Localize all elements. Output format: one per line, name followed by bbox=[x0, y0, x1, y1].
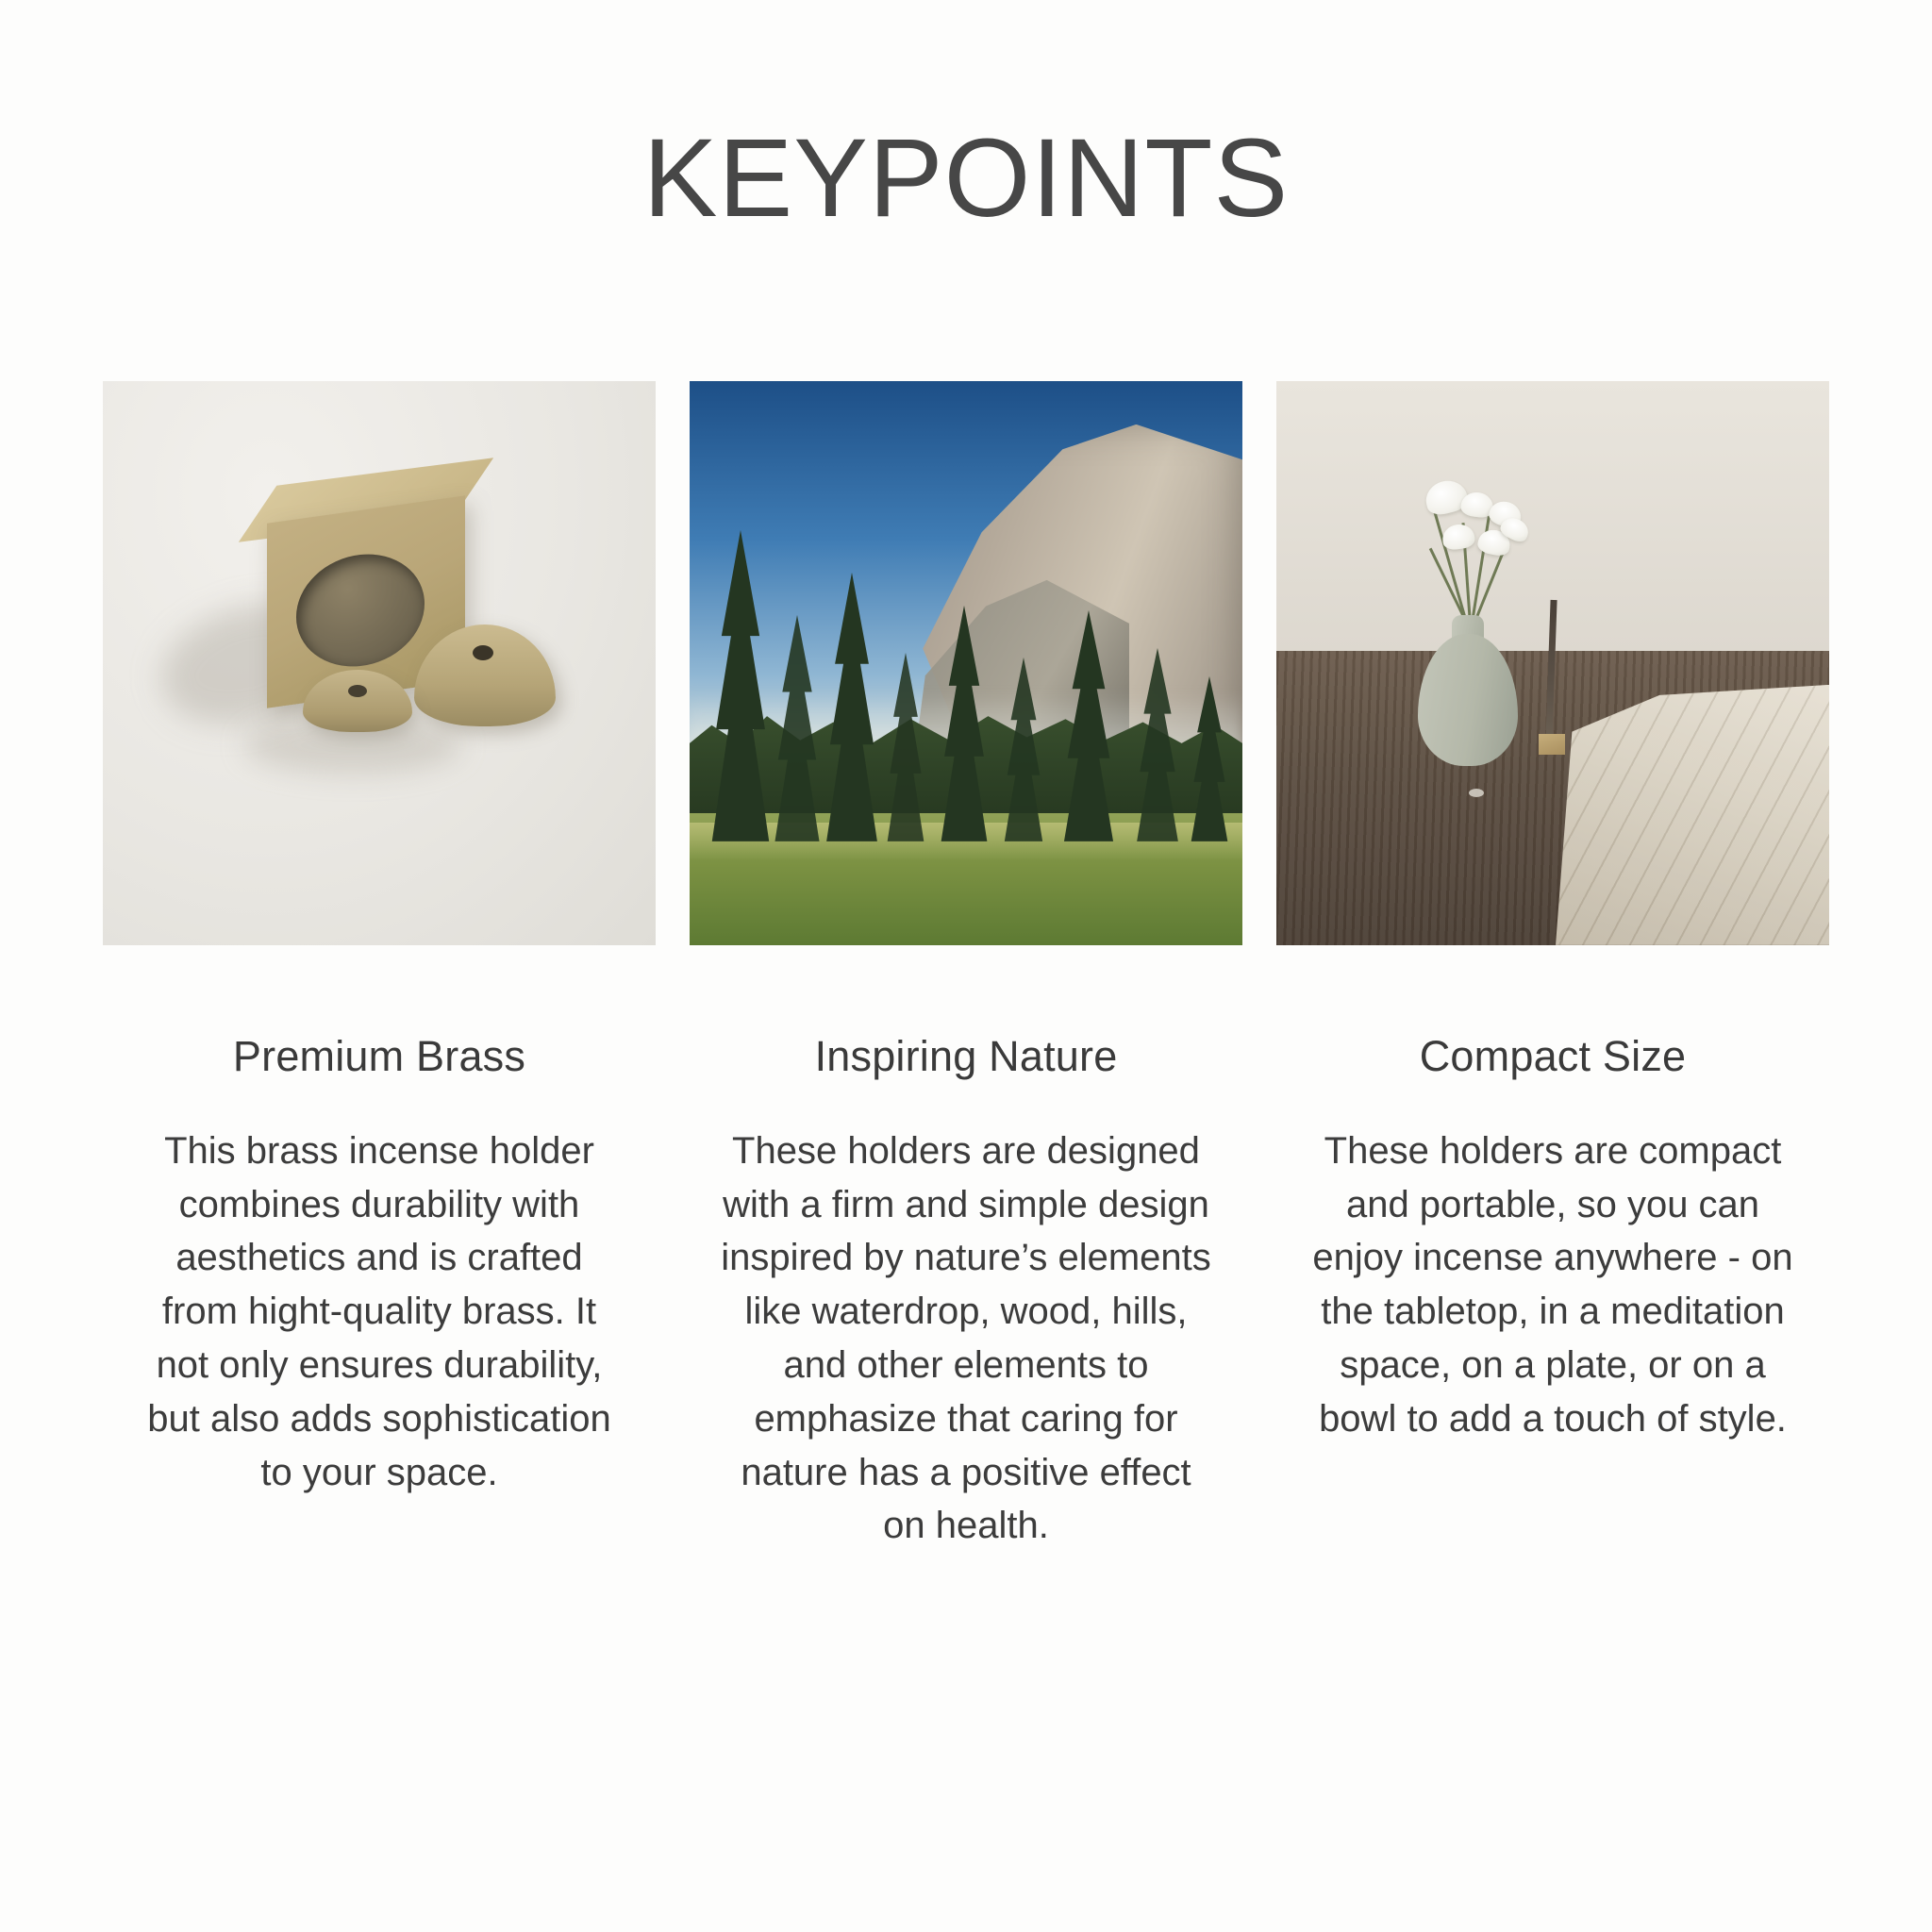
card-heading: Inspiring Nature bbox=[814, 1031, 1118, 1080]
card-heading: Premium Brass bbox=[232, 1031, 526, 1080]
brass-incense-holder-photo bbox=[103, 381, 656, 945]
keypoints-card-row bbox=[0, 381, 1932, 1553]
keypoint-card-compact-size bbox=[1276, 381, 1829, 1553]
brass-incense-holder-base bbox=[1539, 734, 1565, 755]
page-title: KEYPOINTS bbox=[642, 116, 1290, 241]
card-body-text: These holders are compact and portable, so you can enjoy incense anywhere - on the tabletop, in a meditation space, on a plate, or on a bowl to add a touch of style. bbox=[1312, 1129, 1793, 1440]
card-body-text: This brass incense holder combines durability with aesthetics and is crafted from hight-quality brass. It not only ensures durability, but also adds sophistication to your space. bbox=[147, 1129, 611, 1493]
table-petal-speck bbox=[1469, 789, 1484, 797]
keypoint-card-inspiring-nature bbox=[690, 381, 1242, 1553]
linen-cloth bbox=[1556, 685, 1829, 945]
card-body-text: These holders are designed with a firm and simple design inspired by nature’s elements like waterdrop, wood, hills, and other elements to emphasize that caring for nature has a positive effect on health. bbox=[721, 1129, 1211, 1547]
nature-valley-photo bbox=[690, 381, 1242, 945]
card-heading: Compact Size bbox=[1419, 1031, 1687, 1080]
compact-tabletop-photo bbox=[1276, 381, 1829, 945]
keypoint-card-premium-brass bbox=[103, 381, 656, 1553]
